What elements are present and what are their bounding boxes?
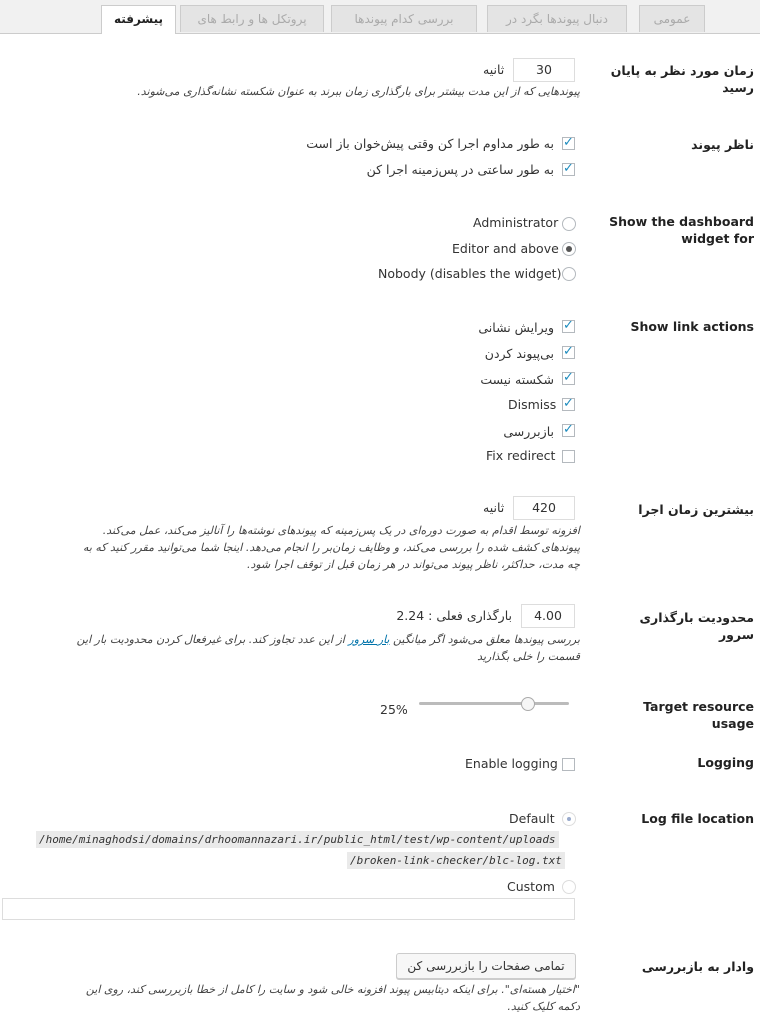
server-load-link[interactable]: بار سرور xyxy=(348,633,390,646)
action-unlink-label: بی‌پیوند کردن xyxy=(484,346,554,361)
timeout-description: پیوندهایی که از این مدت بیشتر برای بارگذاری زمان ببرند به عنوان شکسته نشانه‌گذاری می‌شوند. xyxy=(137,85,580,98)
enable-logging-label: Enable logging xyxy=(465,756,558,771)
tab-advanced[interactable]: پیشرفته xyxy=(101,5,176,34)
force-recheck-desc-1: "اختیار هسته‌ای". برای اینکه دیتابیس پیوند افزونه خالی شود و سایت را کامل از خطا بازبررسی کند، روی این xyxy=(85,983,580,996)
logging-label: Logging xyxy=(697,755,754,770)
action-recheck-label: بازبررسی xyxy=(503,424,554,439)
log-default-radio[interactable] xyxy=(562,812,576,826)
max-execution-desc-1: افزونه توسط اقدام به صورت دوره‌ای در یک پس‌زمینه که پیوندهای نوشته‌ها را آنالیز می‌کند، عمل می‌کند. xyxy=(102,524,580,537)
resource-usage-label: Target resource usage xyxy=(643,699,754,731)
server-load-desc-post: از این عدد تجاوز کند. برای غیرفعال کردن محدودیت بار این xyxy=(76,633,345,646)
settings-tab-bar xyxy=(0,0,760,34)
action-not-broken-label: شکسته نیست xyxy=(480,372,554,387)
force-recheck-desc-2: دکمه کلیک کنید. xyxy=(507,1000,580,1013)
max-execution-input[interactable]: 420 xyxy=(513,496,575,520)
server-load-desc-pre: بررسی پیوندها معلق می‌شود اگر میانگین xyxy=(393,633,580,646)
monitor-continuous-label: به طور مداوم اجرا کن وقتی پیش‌خوان باز است xyxy=(306,136,554,151)
dashboard-radio-editor[interactable] xyxy=(562,242,576,256)
slider-handle[interactable] xyxy=(521,697,535,711)
dashboard-option-nobody: Nobody (disables the widget) xyxy=(378,266,562,281)
resource-usage-value: 25% xyxy=(380,702,408,717)
dashboard-option-editor: Editor and above xyxy=(452,241,559,256)
server-load-desc xyxy=(6,631,580,648)
max-execution-unit: ثانیه xyxy=(483,500,505,515)
timeout-label: زمان مورد نظر به پایان رسید xyxy=(610,63,754,95)
server-load-desc-2: قسمت را خلی بگذارید xyxy=(477,650,580,663)
action-unlink-checkbox[interactable] xyxy=(562,346,575,359)
action-dismiss-checkbox[interactable] xyxy=(562,398,575,411)
action-edit-url-label: ویرایش نشانی xyxy=(478,320,554,335)
enable-logging-checkbox[interactable] xyxy=(562,758,575,771)
tab-look-for-links-in[interactable]: دنبال پیوندها بگرد در xyxy=(487,5,627,32)
server-load-label: محدودیت بارگذاری سرور xyxy=(639,610,754,642)
monitor-hourly-checkbox[interactable] xyxy=(562,163,575,176)
log-file-location-label: Log file location xyxy=(641,811,754,826)
dashboard-option-administrator: Administrator xyxy=(473,215,559,230)
force-recheck-label: وادار به بازبررسی xyxy=(641,959,754,974)
dashboard-radio-nobody[interactable] xyxy=(562,267,576,281)
action-fix-redirect-label: Fix redirect xyxy=(486,448,556,463)
log-path-line-2: /broken-link-checker/blc-log.txt xyxy=(347,852,565,869)
log-custom-radio[interactable] xyxy=(562,880,576,894)
action-edit-url-checkbox[interactable] xyxy=(562,320,575,333)
monitor-continuous-checkbox[interactable] xyxy=(562,137,575,150)
resource-usage-slider[interactable] xyxy=(419,697,569,711)
timeout-unit: ثانیه xyxy=(483,62,505,77)
timeout-input[interactable]: 30 xyxy=(513,58,575,82)
dashboard-radio-administrator[interactable] xyxy=(562,217,576,231)
link-actions-label: Show link actions xyxy=(630,319,754,334)
log-custom-path-input[interactable] xyxy=(2,898,575,920)
log-default-label: Default xyxy=(509,811,555,826)
action-fix-redirect-checkbox[interactable] xyxy=(562,450,575,463)
server-load-current: بارگذاری فعلی : 2.24 xyxy=(396,608,512,623)
max-execution-label: بیشترین زمان اجرا xyxy=(638,502,754,517)
action-not-broken-checkbox[interactable] xyxy=(562,372,575,385)
max-execution-desc-3: چه مدت، حداکثر، ناظر پیوند می‌تواند در هر زمان قبل از توقف اجرا شود. xyxy=(246,558,580,571)
slider-track xyxy=(419,702,569,705)
tab-protocols-and-apis[interactable]: پروتکل ها و رابط های xyxy=(180,5,324,32)
dashboard-widget-label: Show the dashboard widget for xyxy=(609,214,754,246)
log-custom-label: Custom xyxy=(507,879,555,894)
link-monitor-label: ناظر پیوند xyxy=(691,137,754,152)
action-recheck-checkbox[interactable] xyxy=(562,424,575,437)
monitor-hourly-label: به طور ساعتی در پس‌زمینه اجرا کن xyxy=(366,162,554,177)
log-path-line-1: /home/minaghodsi/domains/drhoomannazari.ir/public_html/test/wp-content/uploads xyxy=(36,831,559,848)
server-load-input[interactable]: 4.00 xyxy=(521,604,575,628)
max-execution-desc-2: پیوندهای کشف شده را بررسی می‌کند، و وظایف زمان‌بر را انجام می‌دهد. اینجا شما می‌توانید مقرر کنید که به xyxy=(82,541,580,554)
recheck-all-pages-button[interactable]: تمامی صفحات را بازبررسی کن xyxy=(396,953,576,979)
tab-general[interactable]: عمومی xyxy=(639,5,705,32)
tab-which-links-to-check[interactable]: بررسی کدام پیوندها xyxy=(331,5,477,32)
action-dismiss-label: Dismiss xyxy=(508,397,557,412)
